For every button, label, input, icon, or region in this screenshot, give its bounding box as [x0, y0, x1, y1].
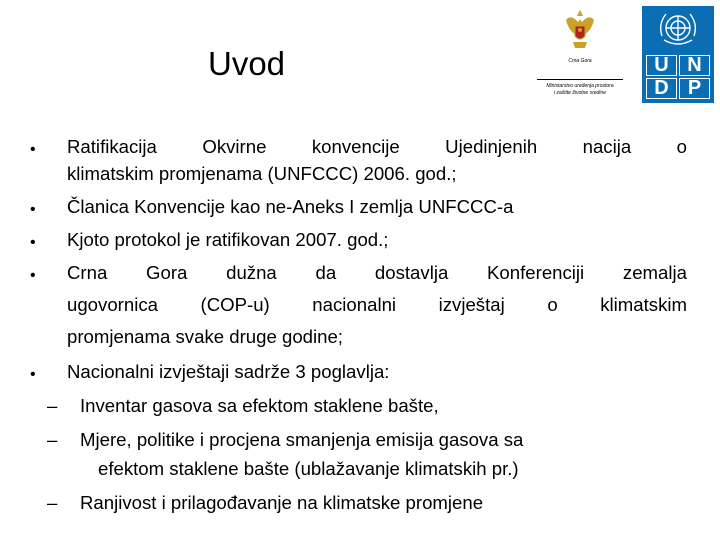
bullet-text: Crna Gora dužna da dostavlja Konferenciji zemalja — [67, 262, 687, 283]
bullet-text: Članica Konvencije kao ne-Aneks I zemlja UNFCCC-a — [67, 196, 514, 217]
bullet-text-continued: ugovornica (COP-u) nacionalni izvještaj o klimatskim — [67, 294, 687, 315]
bullet-marker: • — [30, 234, 36, 251]
slide-title: Uvod — [208, 45, 286, 82]
bullet-text: Ratifikacija Okvirne konvencije Ujedinjenih nacija o — [67, 136, 687, 157]
undp-letter: U — [646, 55, 677, 76]
subitem-dash: – — [47, 492, 58, 513]
logo-ministry-line1: Ministarstvo uređenja prostora — [546, 83, 614, 89]
subitem-text-continued: efektom staklene bašte (ublažavanje klimatskih pr.) — [98, 458, 519, 479]
bullet-marker: • — [30, 201, 36, 218]
undp-letter: P — [679, 78, 710, 99]
logo-country-name: Crna Gora — [568, 58, 592, 64]
bullet-marker: • — [30, 366, 36, 383]
subitem-dash: – — [47, 395, 58, 416]
subitem-text: Mjere, politike i procjena smanjenja emisija gasova sa — [80, 429, 524, 450]
subitem-dash: – — [47, 429, 58, 450]
subitem-text: Inventar gasova sa efektom staklene bašte, — [80, 395, 439, 416]
logo-ministry-line2: i zaštite životne sredine — [554, 90, 606, 96]
bullet-text: Nacionalni izvještaji sadrže 3 poglavlja: — [67, 361, 390, 382]
undp-letter: D — [646, 78, 677, 99]
bullet-text-continued: klimatskim promjenama (UNFCCC) 2006. god.; — [67, 163, 457, 184]
bullet-marker: • — [30, 141, 36, 158]
bullet-text-continued: promjenama svake druge godine; — [67, 326, 343, 347]
bullet-marker: • — [30, 267, 36, 284]
undp-letter: N — [679, 55, 710, 76]
subitem-text: Ranjivost i prilagođavanje na klimatske promjene — [80, 492, 484, 513]
bullet-text: Kjoto protokol je ratifikovan 2007. god.; — [67, 229, 389, 250]
